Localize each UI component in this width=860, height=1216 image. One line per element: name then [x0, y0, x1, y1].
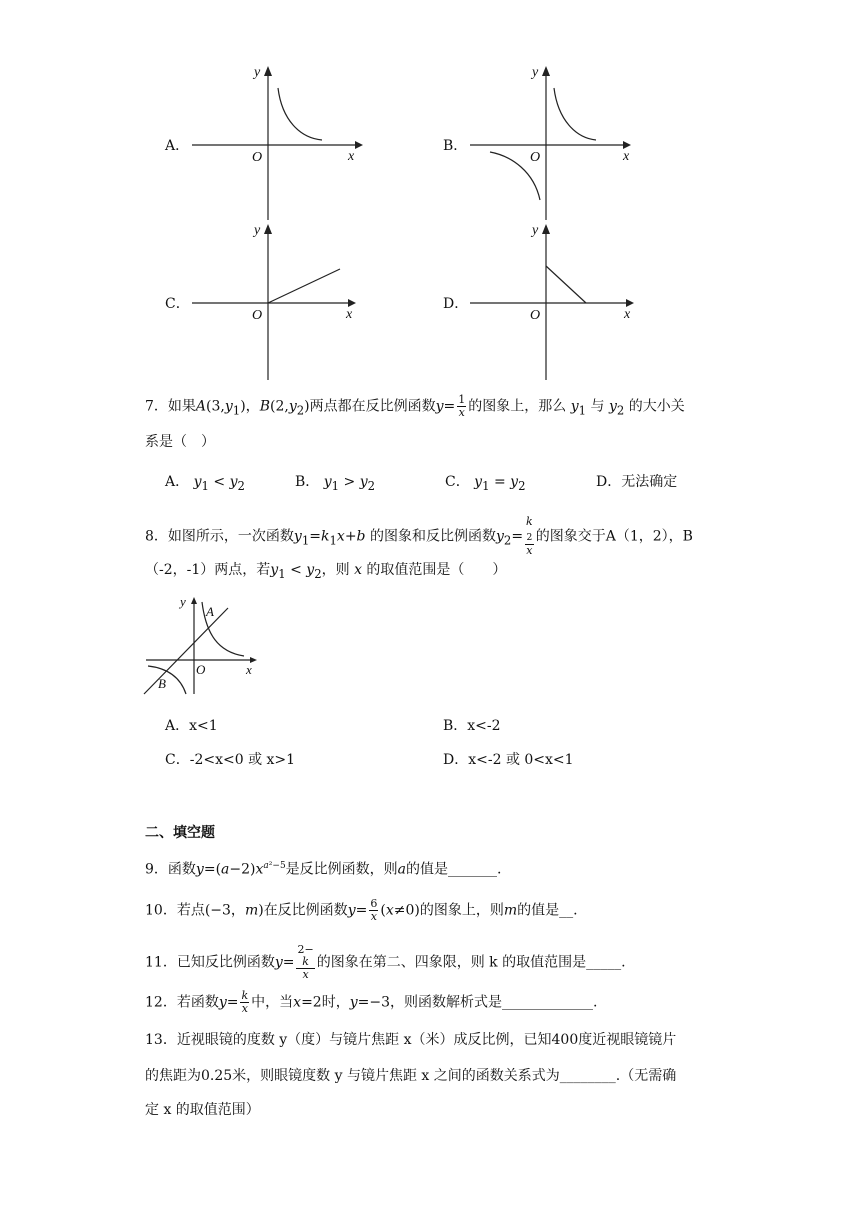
q13-line3: 定 x 的取值范围） [145, 1102, 260, 1118]
q13-line2: 的焦距为0.25米，则眼镜度数 y 与镜片焦距 x 之间的函数关系式为________.（无需确 [145, 1068, 677, 1084]
option-b-label: B． [443, 138, 468, 154]
q7-line2: 系是（ ） [145, 434, 215, 450]
origin-label: O [252, 150, 263, 165]
x-axis-label: x [623, 149, 630, 164]
graph-c [190, 218, 370, 383]
q8-line2: （-2，-1）两点，若$y_1 < y_2$，则 x 的取值范围是（ ） [145, 562, 507, 581]
q13-line1: 13．近视眼镜的度数 y（度）与镜片焦距 x（米）成反比例，已知400度近视眼镜镜片 [145, 1032, 677, 1048]
graph-b [468, 60, 648, 220]
y-axis-label: y [180, 594, 186, 609]
x-axis-label: x [348, 149, 355, 164]
q7-option-a: A． $y_1 < y_2$ [165, 474, 245, 493]
q8-line1: 8．如图所示，一次函数$y_1=k_1x+b$ 的图象和反比例函数$y_2=$ k $_2$ x 的图象交于A（1，2），B [145, 515, 693, 558]
origin-label: O [530, 308, 541, 323]
q12: 12．若函数y= $\frac{k}{x}$ 中，当x=2时，y=−3，则函数解析式是_____________. [145, 989, 598, 1015]
q8-option-a: A．x<1 [165, 718, 218, 734]
q10: 10．若点(−3，m)在反比例函数y= $\frac{6}{x}$ (x≠0)的图象上，则m的值是__. [145, 897, 578, 923]
graph-d [468, 218, 648, 383]
origin-label: O [252, 308, 263, 323]
x-axis-label: x [346, 307, 353, 322]
y-axis-label: y [254, 223, 261, 238]
option-d-label: D． [443, 296, 469, 312]
q7-option-b: B． $y_1 > y_2$ [295, 474, 376, 493]
x-axis-label: x [624, 307, 631, 322]
section-heading: 二、填空题 [145, 825, 215, 841]
x-axis-label: x [246, 662, 252, 677]
origin-label: O [530, 150, 541, 165]
q8-figure [142, 594, 262, 696]
q7-line1: 7．如果$A(3,y_1)$，$B(2,y_2)$两点都在反比例函数y= $\frac{1}{x}$ 的图象上，那么 $y_1$ 与 $y_2$ 的大小关 [145, 393, 685, 419]
y-axis-label: y [532, 65, 539, 80]
point-a-label: A [206, 604, 214, 619]
q7-option-c: C． $y_1 = y_2$ [445, 474, 526, 493]
q8-option-d: D．x<-2 或 0<x<1 [443, 752, 574, 768]
q11: 11．已知反比例函数y= 2− k x 的图象在第二、四象限，则 k 的取值范围是_____. [145, 943, 626, 981]
y-axis-label: y [532, 223, 539, 238]
option-a-label: A． [165, 138, 190, 154]
point-b-label: B [158, 676, 166, 691]
origin-label: O [196, 662, 206, 677]
q8-option-b: B．x<-2 [443, 718, 501, 734]
q7-option-d: D．无法确定 [596, 474, 678, 490]
graph-a [190, 60, 370, 220]
option-c-label: C． [165, 296, 190, 312]
y-axis-label: y [254, 65, 261, 80]
q8-option-c: C．-2<x<0 或 x>1 [165, 752, 296, 768]
q9: 9．函数$y=(a-2)x^{a^2-5}$是反比例函数，则a的值是_______. [145, 861, 502, 878]
